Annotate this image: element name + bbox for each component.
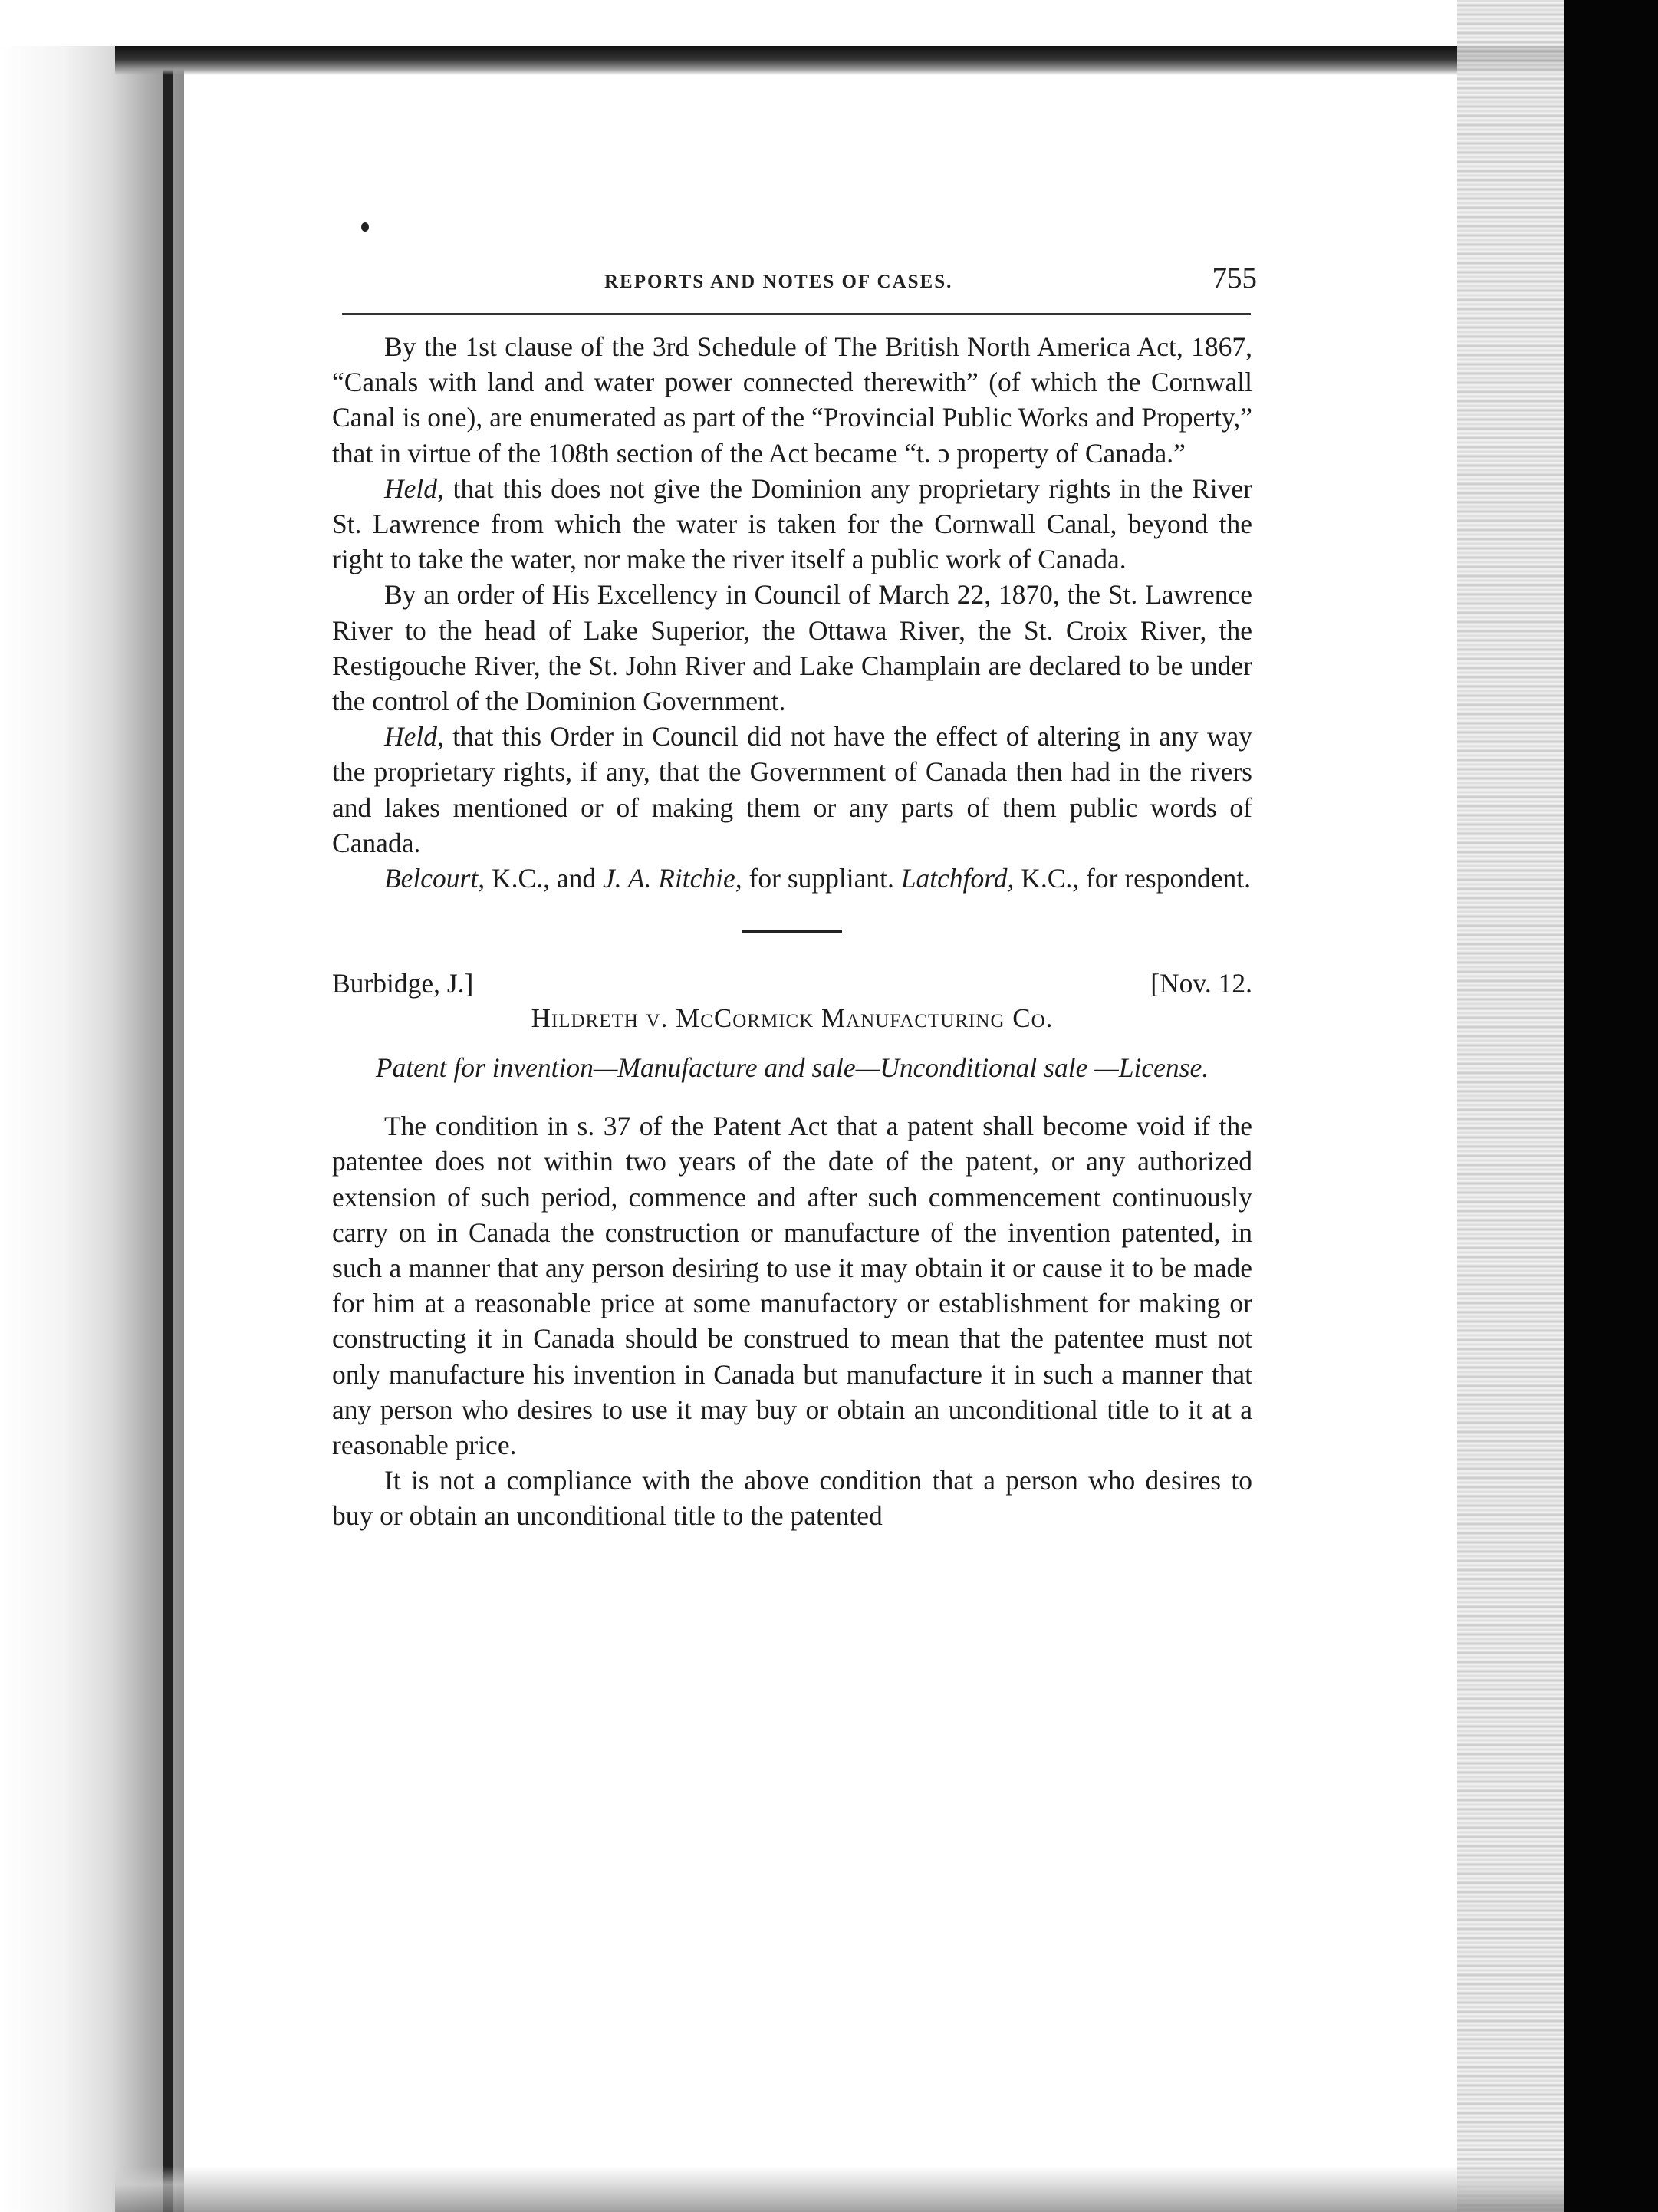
counsel-text: K.C., and <box>485 863 603 894</box>
counsel-name: Latchford, <box>900 863 1015 894</box>
scan-shadow-top <box>115 46 1564 75</box>
case-heading <box>332 966 1252 1001</box>
held-label: Held, <box>384 472 444 504</box>
scan-binding-edge <box>163 54 173 2212</box>
counsel-name: J. A. Ritchie, <box>602 863 742 894</box>
counsel-text: for suppliant. <box>742 863 901 894</box>
held-label: Held, <box>384 721 444 752</box>
counsel-text: K.C., for respondent. <box>1014 863 1251 894</box>
case-date: [Nov. 12. <box>1150 968 1252 999</box>
paragraph: The condition in s. 37 of the Patent Act that a patent shall become void if the patentee does not within two years of the date of the patent, or any authorized extension of such period, commence and after such commencement continuously carry on in Canada the construction or manufacture of the invention patented, in such a manner that any person desiring to use it may obtain it or cause it to be made for him at a reasonable price at some manufactory or establishment for making or constructing it in Canada should be construed to mean that the patentee must not only manufacture his invention in Canada but manufacture it in such a manner that any person who desires to use it may buy or obtain an unconditional title to it at a reasonable price. <box>332 1111 1252 1461</box>
ink-speck <box>361 222 369 232</box>
case-summary-body <box>332 1108 1252 1533</box>
case-title: Hildreth v. McCormick Manufacturing Co. <box>531 1003 1054 1034</box>
judge-name: Burbidge, J.] <box>332 968 474 999</box>
counsel-name: Belcourt, <box>384 863 485 894</box>
paragraph: It is not a compliance with the above condition that a person who desires to buy or obtain an unconditional title to the patented <box>332 1465 1252 1532</box>
page-number: 755 <box>1212 262 1257 295</box>
case-notes-body <box>332 329 1252 896</box>
scan-shadow-bottom <box>115 2166 1564 2212</box>
scan-dark-border <box>1564 0 1658 2212</box>
scan-shadow-left <box>0 46 184 2212</box>
paragraph <box>332 719 1252 861</box>
page-header <box>332 261 1257 307</box>
paragraph: By an order of His Excellency in Council of March 22, 1870, the St. Lawrence River to the head of Lake Superior, the Ottawa River, the St. Croix River, the Restigouche River, the St. John River and Lake Champlain are declared to be under the control of the Dominion Government. <box>332 579 1252 717</box>
paragraph-text: that this Order in Council did not have the effect of altering in any way the proprietary rights, if any, that the Government of Canada then had in the rivers and lakes mentioned or of making them or any parts of them public words of Canada. <box>332 721 1252 858</box>
header-rule <box>342 313 1251 315</box>
paragraph: By the 1st clause of the 3rd Schedule of The British North America Act, 1867, “Canals with land and water power connected therewith” (of which the Cornwall Canal is one), are enumerated as part of the “Provincial Public Works and Property,” that in virtue of the 108th section of the Act became “t. ɔ property of Canada.” <box>332 331 1252 469</box>
counsel-line <box>332 861 1252 896</box>
running-head: REPORTS AND NOTES OF CASES. <box>604 272 953 292</box>
paragraph-text: that this does not give the Dominion any proprietary rights in the River St. Lawrence from which the water is taken for the Cornwall Canal, beyond the right to take the water, nor make the river itself a public work of Canada. <box>332 472 1252 575</box>
section-separator <box>742 930 842 933</box>
book-page <box>332 261 1257 1534</box>
scan-page-edges <box>1457 0 1564 2212</box>
catchwords: Patent for invention—Manufacture and sale—Unconditional sale —License. <box>375 1052 1209 1084</box>
paragraph <box>332 471 1252 578</box>
